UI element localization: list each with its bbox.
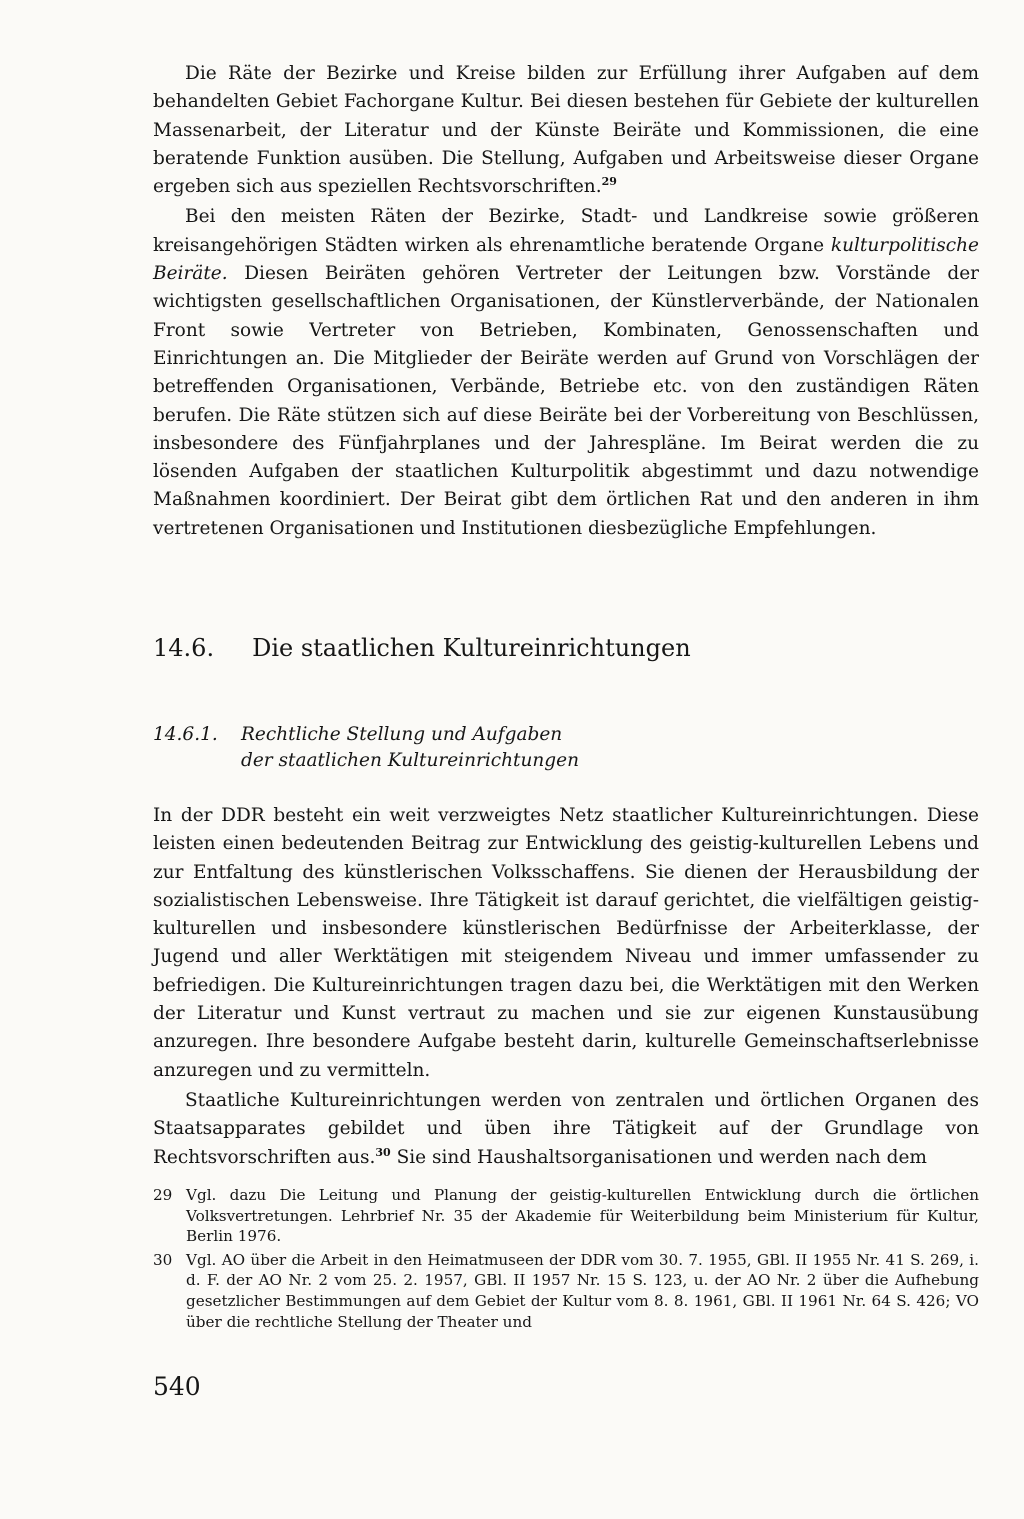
emphasis-term: kulturpolitische Beiräte. [153,234,979,285]
section-body [153,802,979,1172]
paragraph-netz: In der DDR besteht ein weit verzweigtes Netz staatlicher Kultureinrichtungen. Diese leisten einen bedeutenden Beitrag zur Entwicklung des geistig-kulturellen Lebens und zur Entfaltung des künstlerischen Volksschaffens. Sie dienen der Herausbildung der sozialistischen Lebensweise. Ihre Tätigkeit ist darauf gerichtet, die vielfältigen geistig-kulturellen und insbesondere künstlerischen Bedürfnisse der Arbeiterklasse, der Jugend und aller Werktätigen mit steigendem Niveau und immer umfassender zu befriedigen. Die Kultureinrichtungen tragen dazu bei, die Werktätigen mit den Werken der Literatur und Kunst vertraut zu machen und sie zur eigenen Kunstausübung anzuregen. Ihre besondere Aufgabe besteht darin, kulturelle Gemeinschaftserlebnisse anzuregen und zu vermitteln. [153,805,979,1081]
intro-text-block [153,60,979,543]
footnotes [153,1185,979,1335]
paragraph-fachorgane [153,60,979,201]
paragraph-text: Staatliche Kultureinrichtungen werden von zentralen und örtlichen Organen des Staatsapparates gebildet und üben ihre Tätigkeit auf der Grundlage von Rechtsvorschriften aus. [153,1089,979,1168]
footnote-30 [153,1250,979,1332]
footnote-number: 29 [153,1186,173,1204]
paragraph-staatliche [153,1087,979,1172]
footnote-29 [153,1185,979,1247]
paragraph-text: Sie sind Haushaltsorganisationen und werden nach dem [390,1146,927,1168]
paragraph-text: Bei den meisten Räten der Bezirke, Stadt- und Landkreise sowie größeren kreisangehörigen Städten wirken als ehrenamtliche beratende Organe [153,206,979,256]
paragraph-text: Diesen Beiräten gehören Vertreter der Leitungen bzw. Vorstände der wichtigsten gesellschaftlichen Organisationen, der Künstlerverbände, der Nationalen Front sowie Vertreter von Betrieben, Kombinaten, Genossenschaften und Einrichtungen an. Die Mitglieder der Beiräte werden auf Grund von Vorschlägen der betreffenden Organisationen, Verbände, Betriebe etc. von den zuständigen Räten berufen. Die Räte stützen sich auf diese Beiräte bei der Vorbereitung von Beschlüssen, insbesondere des Fünfjahrplanes und der Jahrespläne. Im Beirat werden die zu lösenden Aufgaben der staatlichen Kulturpolitik abgestimmt und dazu notwendige Maßnahmen koordiniert. Der Beirat gibt dem örtlichen Rat und den anderen in ihm vertretenen Organisationen und Institutionen diesbezügliche Empfehlungen. [153,263,979,539]
subsection-title-line: Rechtliche Stellung und Aufgaben [241,724,563,745]
footnote-ref-30[interactable]: 30 [375,1145,391,1159]
section-heading [153,634,691,662]
subsection-heading [153,722,579,774]
paragraph-beiraete [153,203,979,543]
page-number: 540 [153,1372,201,1401]
footnote-number: 30 [153,1250,173,1269]
subsection-title [241,722,579,774]
subsection-number: 14.6.1. [153,724,218,745]
section-number: 14.6. [153,634,215,662]
subsection-title-line: der staatlichen Kultureinrichtungen [241,750,580,771]
footnote-text: Vgl. dazu Die Leitung und Planung der geistig-kulturellen Entwicklung durch die örtlichen Volksvertretungen. Lehrbrief Nr. 35 der Akademie für Weiterbildung beim Ministerium für Kultur, Berlin 1976. [186,1186,979,1246]
section-title: Die staatlichen Kultureinrichtungen [252,634,691,662]
footnote-ref-29[interactable]: 29 [601,175,617,189]
footnote-text: Vgl. AO über die Arbeit in den Heimatmuseen der DDR vom 30. 7. 1955, GBl. II 1955 Nr. 41 S. 269, i. d. F. der AO Nr. 2 vom 25. 2. 1957, GBl. II 1957 Nr. 15 S. 123, u. der AO Nr. 2 über die Aufhebung gesetzlicher Bestimmungen auf dem Gebiet der Kultur vom 8. 8. 1961, GBl. II 1961 Nr. 64 S. 426; VO über die rechtliche Stellung der Theater und [186,1250,979,1331]
paragraph-text: Die Räte der Bezirke und Kreise bilden zur Erfüllung ihrer Aufgaben auf dem behandelten Gebiet Fachorgane Kultur. Bei diesen bestehen für Gebiete der kulturellen Massenarbeit, der Literatur und der Künste Beiräte und Kommissionen, die eine beratende Funktion ausüben. Die Stellung, Aufgaben und Arbeitsweise dieser Organe ergeben sich aus speziellen Rechtsvorschriften. [153,63,979,198]
